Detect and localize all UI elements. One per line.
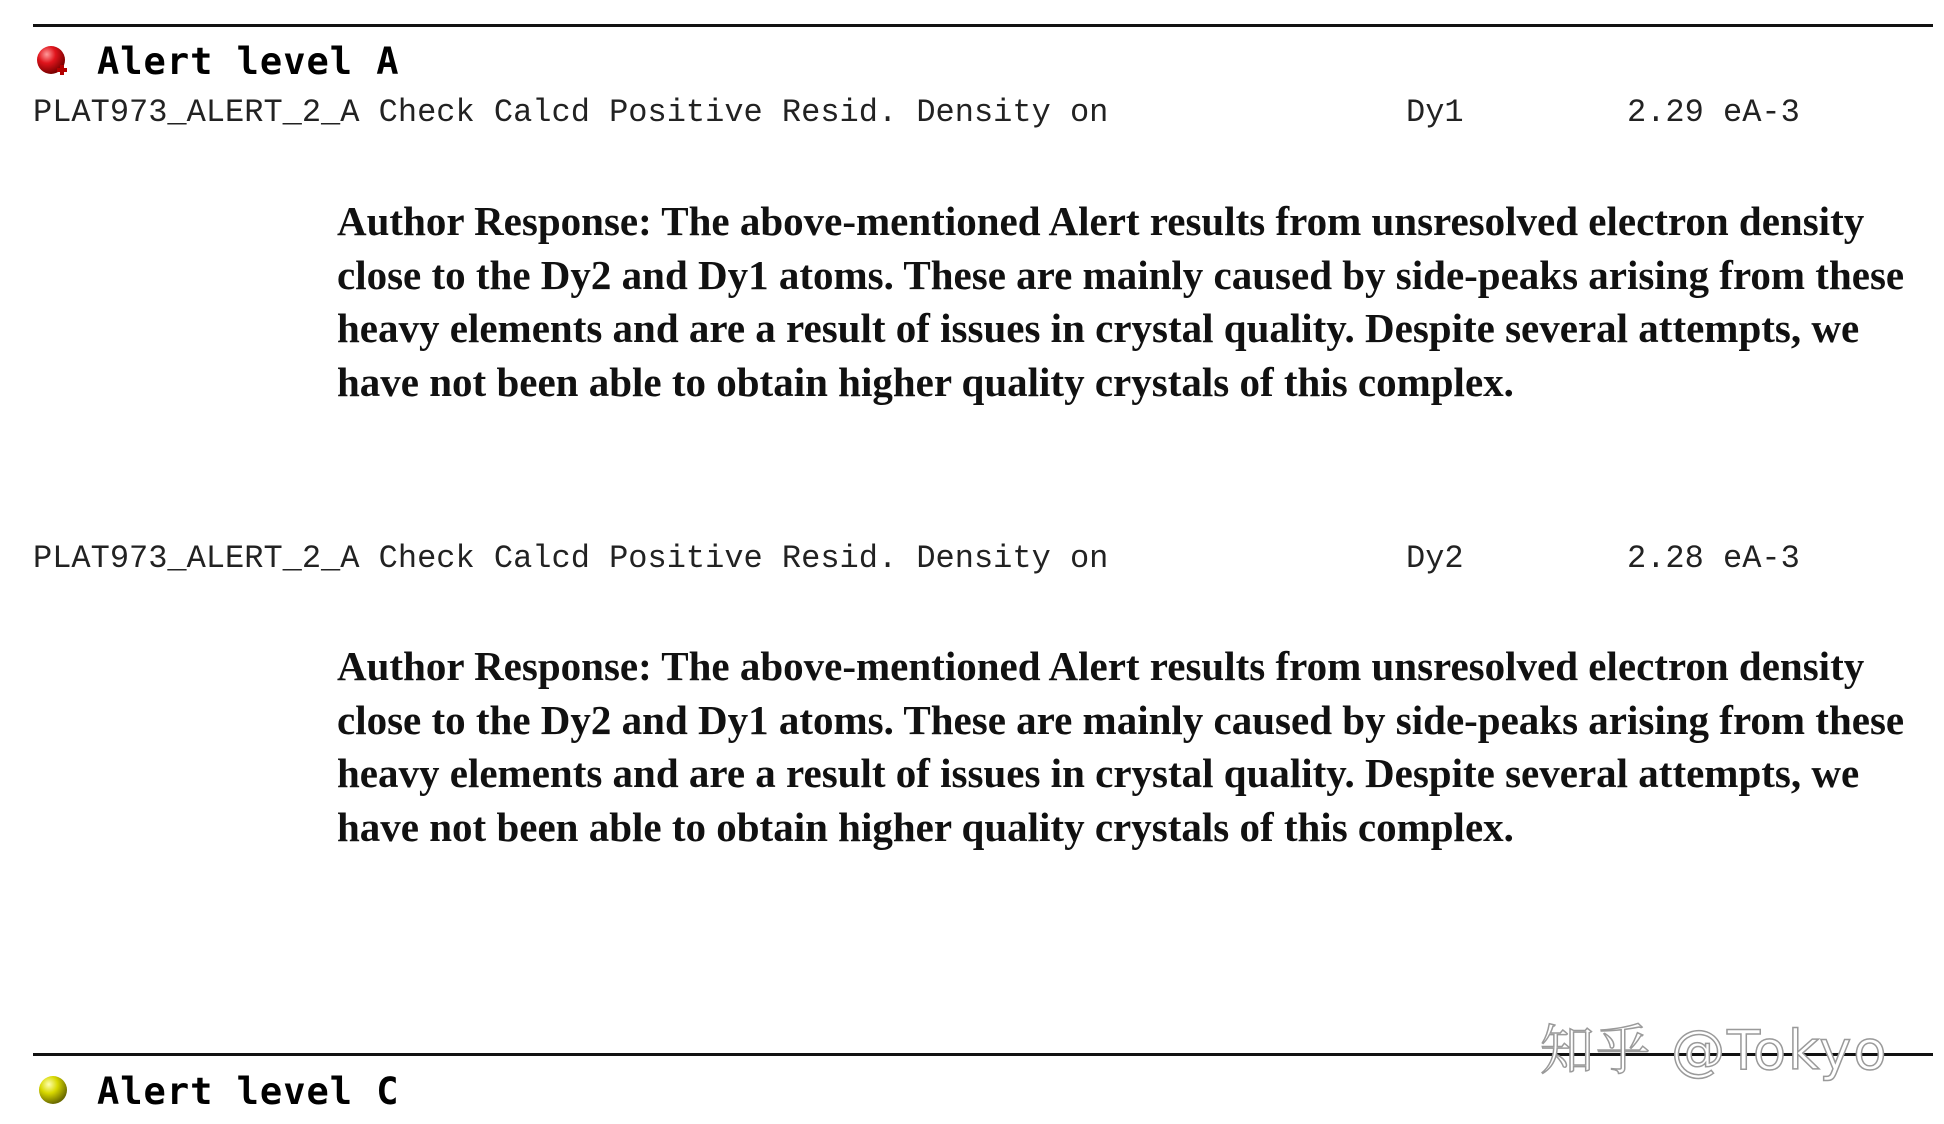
alert-entry-line — [33, 94, 1883, 134]
watermark: 知乎 @Tokyo — [1540, 1019, 1889, 1082]
alert-level-c-title: Alert level C — [97, 1070, 400, 1113]
alert-code: PLAT973_ALERT_2_A Check Calcd Positive Resid. Density on — [33, 540, 1109, 577]
yellow-ball-icon — [35, 1074, 71, 1110]
alert-value: 2.29 eA-3 — [1627, 94, 1800, 131]
alert-level-a-heading — [35, 40, 400, 83]
alert-value: 2.28 eA-3 — [1627, 540, 1800, 577]
author-response: Author Response: The above-mentioned Alert results from unsresolved electron density close to the Dy2 and Dy1 atoms. These are mainly caused by side-peaks arising from these heavy elements and are a result of issues in crystal quality. Despite several attempts, we have not been able to obtain higher quality crystals of this complex. — [337, 198, 1905, 405]
alert-atom: Dy1 — [1406, 94, 1464, 131]
author-response: Author Response: The above-mentioned Alert results from unsresolved electron density close to the Dy2 and Dy1 atoms. These are mainly caused by side-peaks arising from these heavy elements and are a result of issues in crystal quality. Despite several attempts, we have not been able to obtain higher quality crystals of this complex. — [337, 643, 1905, 850]
alert-level-a-title: Alert level A — [97, 40, 400, 83]
alert-level-c-heading — [35, 1070, 400, 1113]
top-divider — [33, 24, 1933, 27]
alert-entry-line — [33, 540, 1883, 580]
alert-atom: Dy2 — [1406, 540, 1464, 577]
red-ball-icon — [35, 44, 71, 80]
alert-code: PLAT973_ALERT_2_A Check Calcd Positive Resid. Density on — [33, 94, 1109, 131]
